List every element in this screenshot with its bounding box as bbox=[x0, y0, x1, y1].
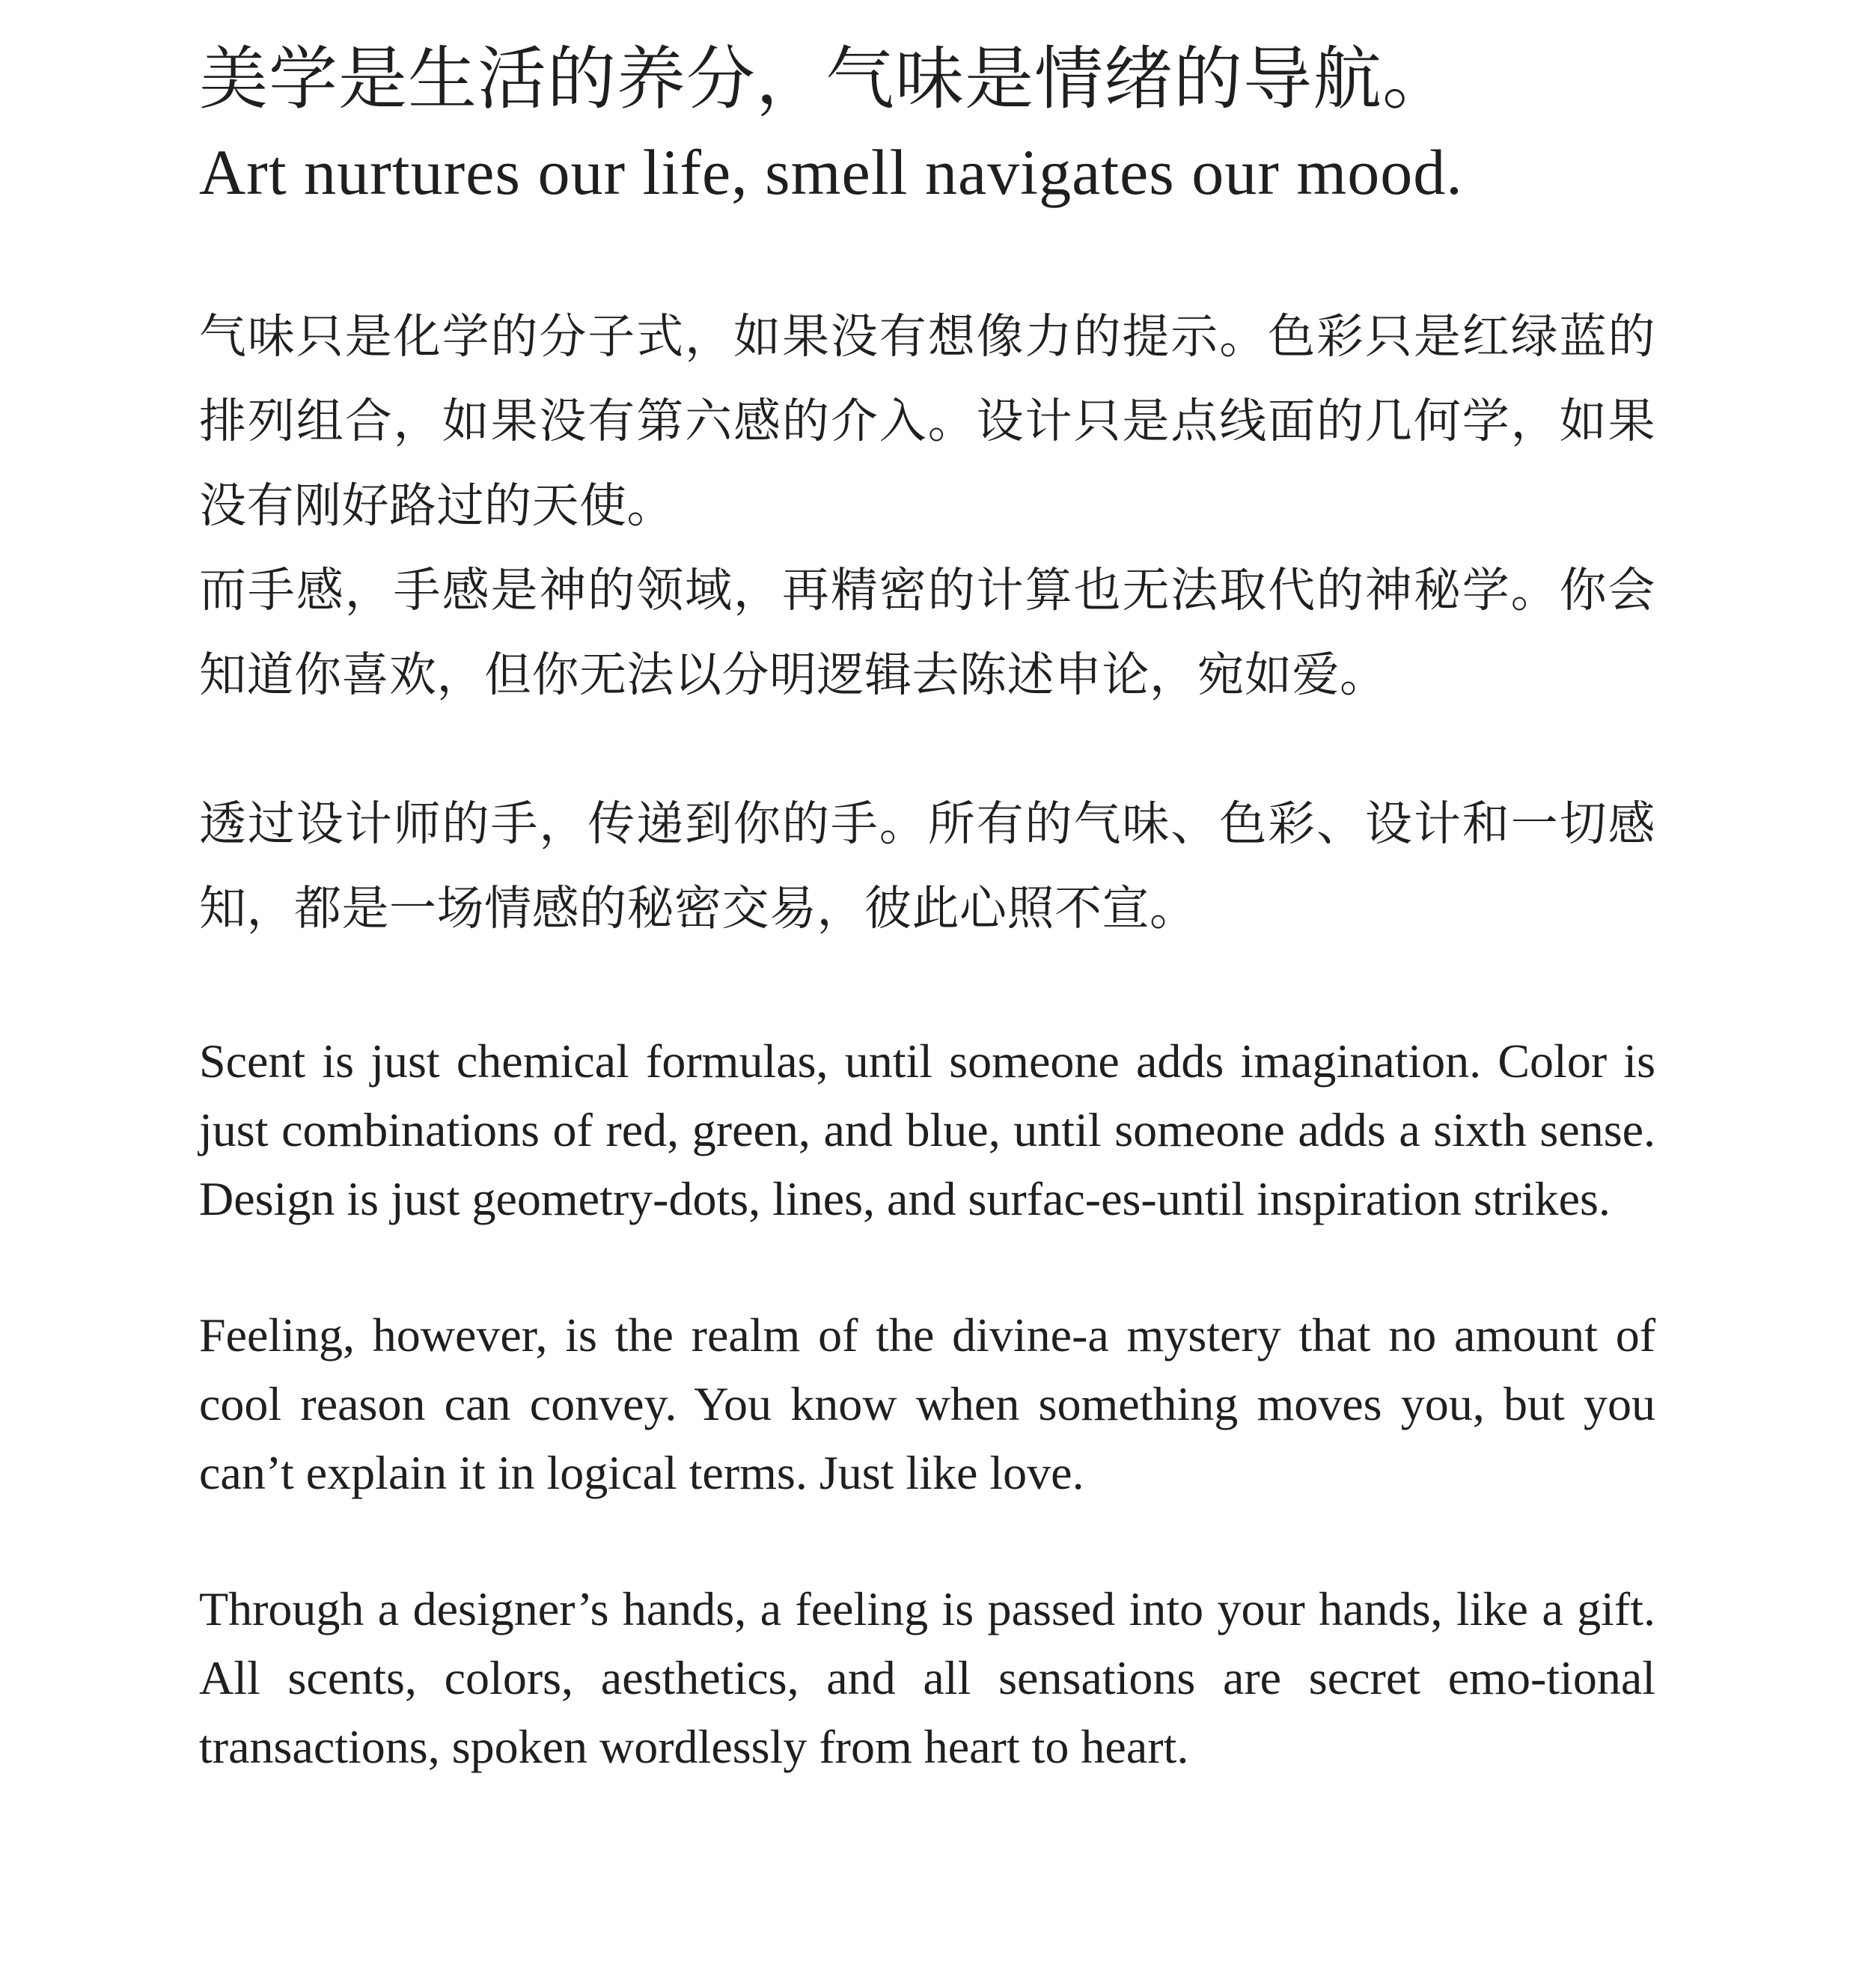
chinese-paragraph-3: 透过设计师的手，传递到你的手。所有的气味、色彩、设计和一切感知，都是一场情感的秘密交易，彼此心照不宣。 bbox=[199, 796, 1655, 936]
english-heading: Art nurtures our life, smell navigates our mood. bbox=[199, 136, 1463, 208]
chinese-section-2 bbox=[199, 781, 1655, 951]
english-paragraph-1: Scent is just chemical formulas, until someone adds imagination. Color is just combinations of red, green, and blue, until someone adds a sixth sense. Design is just geometry-dots, lines, and surfac-es-until inspiration strikes. bbox=[199, 1034, 1655, 1225]
chinese-paragraph-2: 而手感，手感是神的领域，再精密的计算也无法取代的神秘学。你会知道你喜欢，但你无法以分明逻辑去陈述申论，宛如爱。 bbox=[199, 563, 1655, 702]
document-content bbox=[199, 30, 1655, 1781]
chinese-paragraph-1: 气味只是化学的分子式，如果没有想像力的提示。色彩只是红绿蓝的排列组合，如果没有第六感的介入。设计只是点线面的几何学，如果没有刚好路过的天使。 bbox=[199, 309, 1655, 533]
english-paragraph-3: Through a designer’s hands, a feeling is passed into your hands, like a gift. All scents, colors, aesthetics, and all sensations are secret emo-tional transactions, spoken wordlessly from heart to heart. bbox=[199, 1582, 1655, 1773]
chinese-heading: 美学是生活的养分，气味是情绪的导航。 bbox=[199, 39, 1453, 119]
english-paragraph-2: Feeling, however, is the realm of the divine-a mystery that no amount of cool reason can convey. You know when something moves you, but you can’t explain it in logical terms. Just like love. bbox=[199, 1308, 1655, 1499]
chinese-section-1 bbox=[199, 294, 1655, 717]
